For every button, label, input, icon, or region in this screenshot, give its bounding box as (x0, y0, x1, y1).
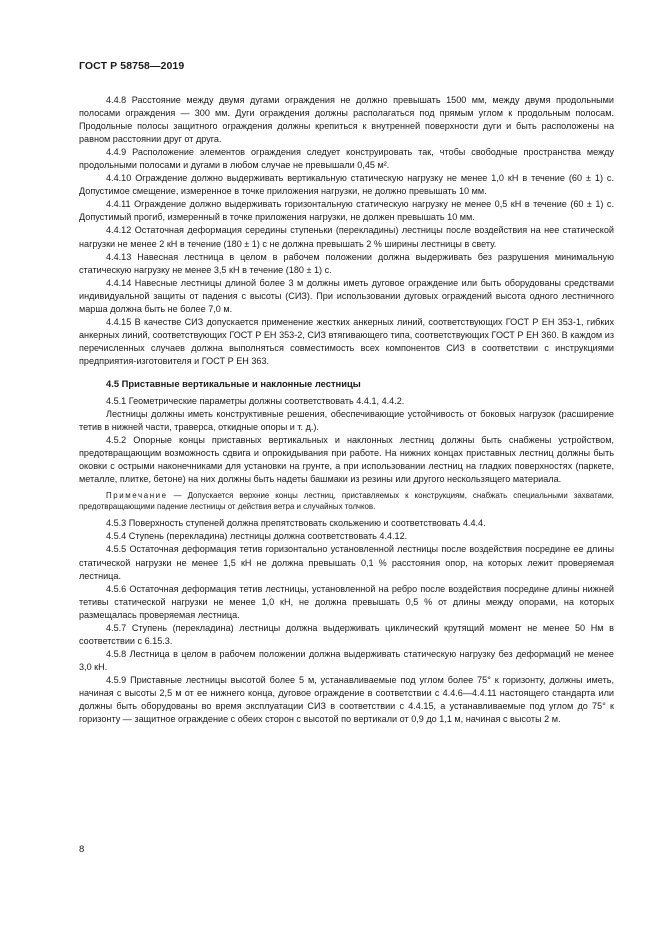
clause-4-4-9: 4.4.9 Расположение элементов ограждения следует конструировать так, чтобы свободные пространства между продольными полосами и дугами в любом случае не превышали 0,45 м². (79, 147, 614, 171)
document-header: ГОСТ Р 58758—2019 (79, 60, 185, 72)
clause-4-5-1-continuation: Лестницы должны иметь конструктивные решения, обеспечивающие устойчивость от боковых нагрузок (расширение тетив в нижней части, траверса, откидные опоры и т. д.). (79, 409, 614, 433)
page-number: 8 (79, 844, 85, 855)
clause-4-5-6: 4.5.6 Остаточная деформация тетив лестницы, установленной на ребро после воздействия посредине длины нижней тетивы статической нагрузки не менее 1,0 кН, не должна превышать 0,5 % от длины между опорами, на которых размещалась проверяемая лестница. (79, 583, 614, 620)
note (79, 490, 614, 512)
clause-4-5-1: 4.5.1 Геометрические параметры должны соответствовать 4.4.1, 4.4.2. (106, 396, 405, 407)
clause-4-4-12: 4.4.12 Остаточная деформация середины ступеньки (перекладины) лестницы после воздействия на нее статической нагрузки не менее 2 кН в течение (180 ± 1) с не должна превышать 2 % ширины лестницы в свету. (79, 225, 614, 249)
clause-4-4-8: 4.4.8 Расстояние между двумя дугами ограждения не должно превышать 1500 мм, между двумя продольными полосами ограждения — 300 мм. Дуги ограждения должны располагаться под прямым углом к продольным полосам. Продольные полосы защитного ограждения должны крепиться к внутренней поверхности дуги и быть расположены на равном расстоянии друг от друга. (79, 95, 614, 145)
clause-4-5-8: 4.5.8 Лестница в целом в рабочем положении должна выдерживать статическую нагрузку без деформаций не менее 3,0 кН. (79, 648, 614, 672)
clause-4-4-14: 4.4.14 Навесные лестницы длиной более 3 м должны иметь дуговое ограждение или быть оборудованы средствами индивидуальной защиты от падения с высоты (СИЗ). При использовании дуговых ограждений высота одного лестничного марша должна быть не более 7,0 м. (79, 277, 614, 314)
clause-4-4-11: 4.4.11 Ограждение должно выдерживать горизонтальную статическую нагрузку не менее 0,5 кН в течение (60 ± 1) с. Допустимый прогиб, измеренный в точке приложения нагрузки, не должен превышать 10 мм. (79, 199, 614, 223)
document-body (79, 94, 614, 726)
clause-4-5-4: 4.5.4 Ступень (перекладина) лестницы должна соответствовать 4.4.12. (106, 531, 408, 542)
section-heading-4-5: 4.5 Приставные вертикальные и наклонные лестницы (106, 377, 361, 389)
clause-4-5-5: 4.5.5 Остаточная деформация тетив горизонтально установленной лестницы после воздействия посредине ее длины статической нагрузки не менее 1,5 кН не должна превышать 0,1 % расстояния опор, на которых лежит проверяемая лестница. (79, 544, 614, 581)
clause-4-5-7: 4.5.7 Ступень (перекладина) лестницы должна выдерживать циклический крутящий момент не менее 50 Нм в соответствии с 6.15.3. (79, 622, 614, 646)
clause-4-4-13: 4.4.13 Навесная лестница в целом в рабочем положении должна выдерживать без разрушения минимальную статическую нагрузку не менее 3,5 кН в течение (180 ± 1) с. (79, 251, 614, 275)
clause-4-5-2: 4.5.2 Опорные концы приставных вертикальных и наклонных лестниц должны быть снабжены устройством, предотвращающим возможность сдвига и опрокидывания при работе. На нижних концах приставных лестниц должны быть оковки с острыми наконечниками для установки на грунте, а при использовании лестниц на гладких поверхностях (паркете, металле, плитке, бетоне) на них должны быть надеты башмаки из резины или другого нескользящего материала. (79, 435, 614, 485)
note-label: Примечание (106, 491, 168, 501)
note-text: — Допускается верхние концы лестниц, приставляемых к конструкциям, снабжать специальными захватами, предотвращающими падение лестницы от действия ветра и случайных толчков. (79, 491, 614, 512)
clause-4-5-3: 4.5.3 Поверхность ступеней должна препятствовать скольжению и соответствовать 4.4.4. (106, 518, 486, 529)
clause-4-4-10: 4.4.10 Ограждение должно выдерживать вертикальную статическую нагрузку не менее 1,0 кН в течение (60 ± 1) с. Допустимое смещение, измеренное в точке приложения нагрузки, не должно превышать 10 мм. (79, 173, 614, 197)
clause-4-4-15: 4.4.15 В качестве СИЗ допускается применение жестких анкерных линий, соответствующих ГОСТ Р ЕН 353-1, гибких анкерных линий, соответствующих ГОСТ Р ЕН 353-2, СИЗ втягивающего типа, соответствующих ГОСТ Р ЕН 360. В каждом из перечисленных случаев должна выполняться совместимость всех компонентов СИЗ в соответствии с инструкциями предприятия-изготовителя и ГОСТ Р ЕН 363. (79, 316, 614, 366)
clause-4-5-9: 4.5.9 Приставные лестницы высотой более 5 м, устанавливаемые под углом более 75° к горизонту, должны иметь, начиная с высоты 2,5 м от ее нижнего конца, дуговое ограждение в соответствии с 4.4.6—4.4.11 настоящего стандарта или должны быть оборудованы во время эксплуатации СИЗ в соответствии с 4.4.15, а устанавливаемые под углом до 75° к горизонту — защитное ограждение с обеих сторон с высотой по вертикали от 0,9 до 1,1 м, начиная с высоты 2 м. (79, 674, 614, 725)
